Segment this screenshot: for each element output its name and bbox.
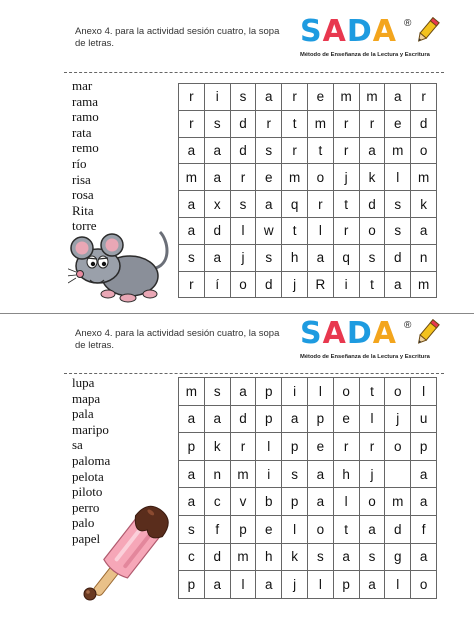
grid-cell: s <box>359 543 385 571</box>
pencil-icon <box>412 318 442 348</box>
grid-cell: l <box>359 405 385 433</box>
grid-cell: r <box>282 137 308 164</box>
grid-row <box>179 488 437 516</box>
grid-row <box>179 84 437 111</box>
grid-cell: a <box>359 137 385 164</box>
grid-cell: f <box>411 515 437 543</box>
grid-cell: e <box>307 433 333 461</box>
grid-cell: a <box>411 460 437 488</box>
grid-cell: s <box>359 244 385 271</box>
grid-cell: t <box>333 515 359 543</box>
grid-cell: q <box>282 191 308 218</box>
grid-cell: a <box>411 488 437 516</box>
grid-cell: m <box>411 164 437 191</box>
grid-row <box>179 110 437 137</box>
logo-wordmark: SADA <box>300 14 397 49</box>
grid-cell: d <box>359 191 385 218</box>
pencil-icon <box>412 16 442 46</box>
grid-cell: i <box>256 460 282 488</box>
grid-cell: t <box>282 217 308 244</box>
grid-cell: i <box>282 378 308 406</box>
grid-cell: s <box>256 244 282 271</box>
grid-row <box>179 571 437 599</box>
grid-cell: m <box>307 110 333 137</box>
grid-cell: r <box>333 433 359 461</box>
grid-cell: a <box>359 515 385 543</box>
word-search-panel-1 <box>0 0 474 312</box>
grid-cell: l <box>333 488 359 516</box>
grid-row <box>179 244 437 271</box>
grid-cell: a <box>256 571 282 599</box>
grid-cell: p <box>256 405 282 433</box>
grid-cell: i <box>333 271 359 298</box>
word-item: rata <box>72 124 92 140</box>
word-item: papel <box>72 530 101 546</box>
mouse-illustration <box>68 228 180 308</box>
grid-cell: a <box>204 164 230 191</box>
grid-cell: i <box>204 84 230 111</box>
grid-cell: p <box>282 488 308 516</box>
grid-cell: a <box>204 137 230 164</box>
grid-cell: p <box>179 433 205 461</box>
dotted-divider <box>64 373 444 374</box>
grid-cell: e <box>256 515 282 543</box>
grid-cell: t <box>359 378 385 406</box>
grid-cell: q <box>333 244 359 271</box>
grid-cell: d <box>385 244 411 271</box>
grid-cell: a <box>307 244 333 271</box>
grid-cell: p <box>282 433 308 461</box>
grid-cell: a <box>179 217 205 244</box>
page-separator <box>0 313 474 314</box>
grid-cell: o <box>333 378 359 406</box>
word-list <box>72 78 99 234</box>
grid-cell: s <box>307 543 333 571</box>
grid-cell: m <box>359 84 385 111</box>
word-item: torre <box>72 218 97 234</box>
grid-cell: a <box>333 543 359 571</box>
grid-cell: m <box>333 84 359 111</box>
grid-cell: a <box>179 460 205 488</box>
grid-cell: r <box>179 110 205 137</box>
grid-cell: h <box>256 543 282 571</box>
grid-cell: s <box>385 217 411 244</box>
grid-cell: s <box>256 137 282 164</box>
grid-cell: n <box>411 244 437 271</box>
grid-cell: s <box>179 244 205 271</box>
grid-cell: s <box>230 84 256 111</box>
grid-cell: l <box>385 164 411 191</box>
grid-cell: d <box>411 110 437 137</box>
word-item: rosa <box>72 187 94 203</box>
grid-cell: a <box>179 191 205 218</box>
grid-cell: d <box>230 137 256 164</box>
grid-cell: a <box>256 84 282 111</box>
grid-cell: s <box>385 191 411 218</box>
grid-cell: k <box>282 543 308 571</box>
grid-cell: r <box>256 110 282 137</box>
grid-cell: k <box>204 433 230 461</box>
grid-cell: a <box>204 405 230 433</box>
grid-cell: r <box>179 84 205 111</box>
grid-cell: t <box>359 271 385 298</box>
grid-cell: a <box>256 191 282 218</box>
grid-cell: h <box>333 460 359 488</box>
grid-cell: a <box>385 271 411 298</box>
grid-cell: t <box>307 137 333 164</box>
grid-cell: a <box>307 488 333 516</box>
grid-cell: e <box>256 164 282 191</box>
letter-grid <box>178 377 437 599</box>
grid-cell: r <box>179 271 205 298</box>
grid-cell: l <box>307 571 333 599</box>
logo-subtitle: Método de Enseñanza de la Lectura y Escritura <box>300 52 430 58</box>
grid-cell: a <box>411 217 437 244</box>
grid-cell: a <box>385 84 411 111</box>
grid-cell: f <box>204 515 230 543</box>
grid-cell: r <box>307 191 333 218</box>
grid-cell: r <box>230 164 256 191</box>
grid-cell: l <box>411 378 437 406</box>
word-item: palo <box>72 515 95 531</box>
grid-cell: o <box>307 515 333 543</box>
grid-cell: p <box>307 405 333 433</box>
grid-cell: x <box>204 191 230 218</box>
grid-cell: l <box>282 515 308 543</box>
grid-cell: a <box>179 137 205 164</box>
grid-cell: o <box>385 433 411 461</box>
grid-cell: r <box>333 217 359 244</box>
grid-cell: n <box>204 460 230 488</box>
letter-grid <box>178 83 437 298</box>
grid-cell: a <box>204 571 230 599</box>
grid-cell: a <box>359 571 385 599</box>
grid-cell: d <box>230 405 256 433</box>
grid-row <box>179 378 437 406</box>
grid-cell: s <box>179 515 205 543</box>
grid-cell: m <box>385 137 411 164</box>
grid-cell: p <box>179 571 205 599</box>
grid-cell: o <box>307 164 333 191</box>
grid-cell: d <box>204 217 230 244</box>
grid-cell: o <box>359 217 385 244</box>
grid-cell: k <box>359 164 385 191</box>
grid-cell: t <box>282 110 308 137</box>
grid-cell: l <box>230 571 256 599</box>
panel-caption: Anexo 4. para la actividad sesión cuatro, la sopa de letras. <box>75 26 280 49</box>
sada-logo <box>300 16 445 64</box>
grid-cell: k <box>411 191 437 218</box>
grid-cell: t <box>333 191 359 218</box>
grid-cell: o <box>411 571 437 599</box>
grid-cell: c <box>179 543 205 571</box>
grid-cell: g <box>385 543 411 571</box>
grid-cell: r <box>282 84 308 111</box>
word-item: río <box>72 155 87 171</box>
grid-cell: a <box>307 460 333 488</box>
panel-caption: Anexo 4. para la actividad sesión cuatro, la sopa de letras. <box>75 328 280 351</box>
grid-cell: o <box>359 488 385 516</box>
grid-cell: a <box>411 543 437 571</box>
word-search-panel-2 <box>0 316 474 632</box>
word-item: lupa <box>72 375 95 390</box>
grid-cell: l <box>256 433 282 461</box>
grid-row <box>179 543 437 571</box>
word-item: mar <box>72 78 93 93</box>
grid-cell: j <box>282 571 308 599</box>
grid-cell: a <box>282 405 308 433</box>
grid-cell: o <box>411 137 437 164</box>
grid-cell: m <box>411 271 437 298</box>
grid-cell: m <box>230 543 256 571</box>
grid-cell: u <box>411 405 437 433</box>
grid-cell: r <box>359 110 385 137</box>
registered-mark: ® <box>404 18 412 29</box>
word-item: piloto <box>72 484 103 500</box>
grid-cell: a <box>179 405 205 433</box>
grid-cell: l <box>307 378 333 406</box>
grid-cell: j <box>359 460 385 488</box>
logo-subtitle: Método de Enseñanza de la Lectura y Escritura <box>300 354 430 360</box>
grid-row <box>179 191 437 218</box>
grid-cell: p <box>230 515 256 543</box>
grid-row <box>179 137 437 164</box>
word-item: Rita <box>72 202 94 218</box>
grid-cell: s <box>204 110 230 137</box>
grid-cell: r <box>359 433 385 461</box>
grid-cell: j <box>282 271 308 298</box>
sada-logo <box>300 318 445 366</box>
grid-cell: s <box>230 191 256 218</box>
grid-row <box>179 515 437 543</box>
grid-cell: l <box>230 217 256 244</box>
grid-cell: r <box>333 110 359 137</box>
popsicle-illustration <box>78 502 176 612</box>
word-item: remo <box>72 140 99 156</box>
grid-cell: r <box>333 137 359 164</box>
grid-cell: p <box>333 571 359 599</box>
word-item: mapa <box>72 390 101 406</box>
grid-row <box>179 217 437 244</box>
grid-cell: j <box>333 164 359 191</box>
grid-cell: r <box>230 433 256 461</box>
grid-cell: s <box>204 378 230 406</box>
grid-cell: o <box>230 271 256 298</box>
grid-cell: e <box>385 110 411 137</box>
grid-cell: d <box>256 271 282 298</box>
grid-cell: p <box>411 433 437 461</box>
grid-cell: R <box>307 271 333 298</box>
grid-cell: m <box>282 164 308 191</box>
grid-cell: j <box>385 405 411 433</box>
grid-cell: d <box>230 110 256 137</box>
grid-cell: d <box>385 515 411 543</box>
word-item: pelota <box>72 468 104 484</box>
grid-cell <box>385 460 411 488</box>
word-item: sa <box>72 437 83 453</box>
grid-cell: l <box>307 217 333 244</box>
word-item: pala <box>72 406 94 422</box>
grid-cell: r <box>411 84 437 111</box>
grid-cell: e <box>307 84 333 111</box>
grid-cell: v <box>230 488 256 516</box>
grid-cell: d <box>204 543 230 571</box>
grid-cell: o <box>385 378 411 406</box>
word-item: perro <box>72 499 100 515</box>
grid-row <box>179 460 437 488</box>
grid-cell: m <box>230 460 256 488</box>
grid-cell: j <box>230 244 256 271</box>
grid-row <box>179 164 437 191</box>
grid-cell: m <box>179 164 205 191</box>
grid-cell: s <box>282 460 308 488</box>
grid-cell: í <box>204 271 230 298</box>
grid-cell: m <box>179 378 205 406</box>
grid-cell: l <box>385 571 411 599</box>
word-item: paloma <box>72 452 111 468</box>
registered-mark: ® <box>404 320 412 331</box>
grid-row <box>179 433 437 461</box>
grid-cell: b <box>256 488 282 516</box>
grid-cell: c <box>204 488 230 516</box>
grid-cell: p <box>256 378 282 406</box>
word-item: maripo <box>72 421 109 437</box>
dotted-divider <box>64 72 444 73</box>
grid-cell: a <box>179 488 205 516</box>
logo-wordmark: SADA <box>300 316 397 351</box>
grid-cell: h <box>282 244 308 271</box>
grid-row <box>179 405 437 433</box>
word-item: risa <box>72 171 91 187</box>
grid-cell: e <box>333 405 359 433</box>
word-item: rama <box>72 93 98 109</box>
grid-cell: a <box>230 378 256 406</box>
grid-cell: w <box>256 217 282 244</box>
grid-row <box>179 271 437 298</box>
word-item: ramo <box>72 109 99 125</box>
grid-cell: a <box>204 244 230 271</box>
grid-cell: m <box>385 488 411 516</box>
